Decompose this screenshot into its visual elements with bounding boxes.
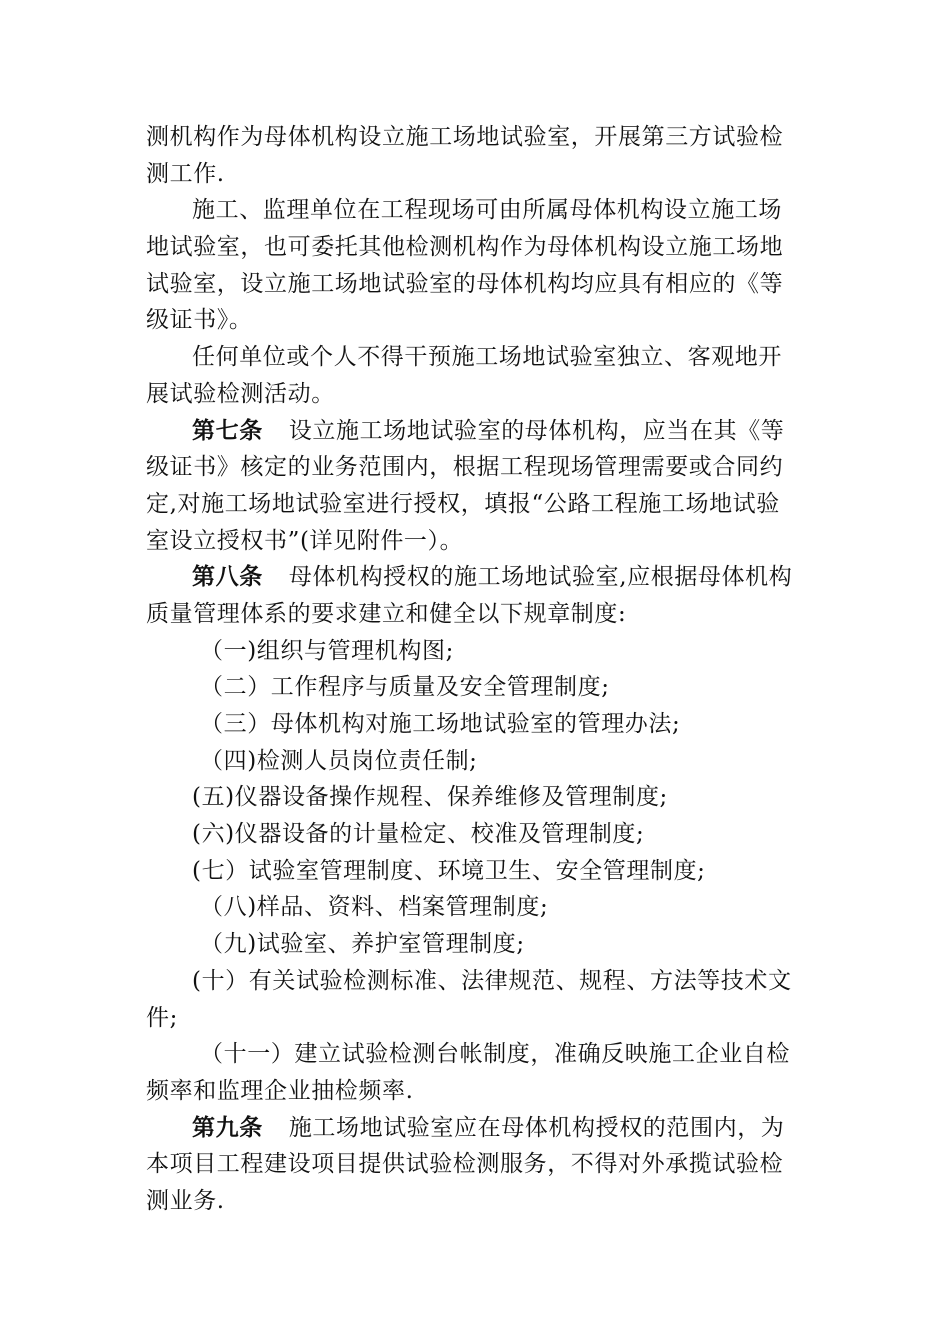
- paragraph-line: 定,对施工场地试验室进行授权，填报“公路工程施工场地试验: [146, 490, 780, 517]
- paragraph-line: 地试验室，也可委托其他检测机构作为母体机构设立施工场地: [146, 234, 784, 261]
- paragraph-line: 施工、监理单位在工程现场可由所属母体机构设立施工场: [192, 197, 782, 224]
- paragraph-line: 测业务.: [146, 1187, 225, 1214]
- article-8-first-line: [146, 559, 806, 596]
- list-item: （八)样品、资料、档案管理制度;: [200, 894, 549, 921]
- paragraph-line: 本项目工程建设项目提供试验检测服务，不得对外承揽试验检: [146, 1151, 784, 1178]
- article-9-text: 施工场地试验室应在母体机构授权的范围内，为: [288, 1114, 785, 1141]
- list-item: （四)检测人员岗位责任制;: [200, 747, 478, 774]
- paragraph-line: 试验室，设立施工场地试验室的母体机构均应具有相应的《等: [146, 270, 784, 297]
- article-7-label: 第七条: [192, 417, 263, 444]
- list-item: （一)组织与管理机构图;: [200, 637, 454, 664]
- list-item: （十一）建立试验检测台帐制度，准确反映施工企业自检: [200, 1041, 790, 1068]
- list-item-continuation: 件;: [146, 1004, 178, 1031]
- article-8-label: 第八条: [192, 564, 263, 591]
- paragraph-line: 质量管理体系的要求建立和健全以下规章制度:: [146, 600, 627, 627]
- list-item: （二）工作程序与质量及安全管理制度;: [200, 674, 610, 701]
- list-item-continuation: 频率和监理企业抽检频率.: [146, 1077, 414, 1104]
- list-item: (六)仪器设备的计量检定、校准及管理制度;: [192, 821, 645, 848]
- paragraph-line: 室设立授权书”(详见附件一）。: [146, 527, 464, 554]
- paragraph-line: 任何单位或个人不得干预施工场地试验室独立、客观地开: [192, 344, 782, 371]
- list-item: (七）试验室管理制度、环境卫生、安全管理制度;: [192, 857, 706, 884]
- paragraph-line: 级证书》。: [146, 307, 253, 334]
- paragraph-line: 级证书》核定的业务范围内，根据工程现场管理需要或合同约: [146, 454, 784, 481]
- list-item: （三）母体机构对施工场地试验室的管理办法;: [200, 711, 681, 737]
- paragraph-line: 测机构作为母体机构设立施工场地试验室，开展第三方试验检: [146, 124, 784, 150]
- article-9-first-line: [146, 1110, 806, 1147]
- paragraph-line: 展试验检测活动。: [146, 380, 335, 407]
- list-item: （九)试验室、养护室管理制度;: [200, 931, 525, 958]
- article-8-text: 母体机构授权的施工场地试验室,应根据母体机构: [288, 564, 793, 591]
- article-7-text: 设立施工场地试验室的母体机构，应当在其《等: [288, 417, 785, 444]
- list-item: (十）有关试验检测标准、法律规范、规程、方法等技术文: [192, 967, 792, 994]
- article-9-label: 第九条: [192, 1114, 263, 1141]
- list-item: (五)仪器设备操作规程、保养维修及管理制度;: [192, 784, 668, 811]
- document-body: [146, 119, 806, 1220]
- paragraph-line: 测工作.: [146, 160, 225, 187]
- article-7-first-line: [146, 413, 806, 450]
